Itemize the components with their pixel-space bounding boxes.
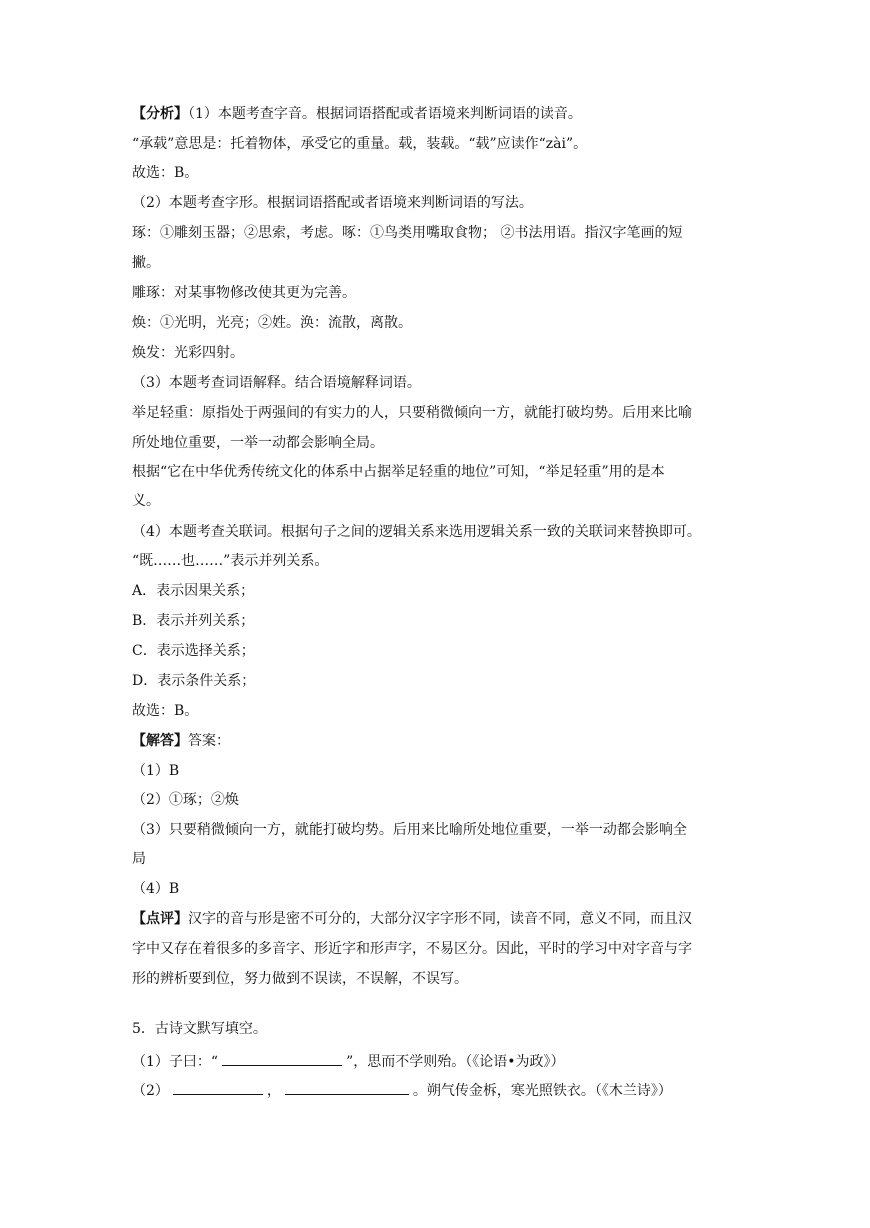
analysis-line-19: C．表示选择关系； — [132, 643, 255, 659]
analysis-line-21: 故选：B。 — [132, 703, 199, 719]
comment-line-3: 形的辨析要到位，努力做到不误读，不误解，不误写。 — [132, 971, 468, 987]
analysis-line-16: “既……也……”表示并列关系。 — [132, 553, 329, 569]
analysis-line-5: 琢：①雕刻玉器；②思索，考虑。啄：①鸟类用嘴取食物； ②书法用语。指汉字笔画的短 — [132, 225, 683, 241]
answer-line-4: 局 — [132, 851, 146, 867]
answer-tag: 【解答】 — [132, 733, 188, 749]
analysis-line-7: 雕琢：对某事物修改使其更为完善。 — [132, 285, 356, 301]
analysis-line-20: D．表示条件关系； — [132, 673, 256, 689]
analysis-line-18: B．表示并列关系； — [132, 613, 255, 629]
comment-line-1: 【点评】汉字的音与形是密不可分的，大部分汉字字形不同，读音不同，意义不同，而且汉 — [132, 911, 692, 927]
answer-line-1: （1）B — [132, 763, 180, 779]
analysis-line-17: A．表示因果关系； — [132, 583, 255, 599]
comment-tag: 【点评】 — [132, 911, 188, 927]
answer-line-2: （2）①琢；②焕 — [132, 792, 239, 808]
fill-blank-2[interactable] — [173, 1078, 263, 1095]
analysis-line-4: （2）本题考查字形。根据词语搭配或者语境来判断词语的写法。 — [132, 195, 533, 211]
answer-line-5: （4）B — [132, 881, 180, 897]
analysis-line-11: 举足轻重：原指处于两强间的有实力的人，只要稍微倾向一方，就能打破均势。后用来比喻 — [132, 405, 692, 421]
analysis-line-12: 所处地位重要，一举一动都会影响全局。 — [132, 435, 384, 451]
analysis-line-2: “承载”意思是：托着物体，承受它的重量。载，装载。“载”应读作“zài”。 — [132, 136, 588, 152]
comment-line-2: 字中又存在着很多的多音字、形近字和形声字，不易区分。因此，平时的学习中对字音与字 — [132, 941, 692, 957]
analysis-line-9: 焕发：光彩四射。 — [132, 345, 244, 361]
analysis-line-13: 根据“它在中华优秀传统文化的体系中占据举足轻重的地位”可知，“举足轻重”用的是本 — [132, 464, 665, 480]
analysis-line-3: 故选：B。 — [132, 165, 199, 181]
analysis-line-1: 【分析】（1）本题考查字音。根据词语搭配或者语境来判断词语的读音。 — [132, 106, 582, 122]
analysis-line-6: 撇。 — [132, 255, 160, 271]
answer-line-3: （3）只要稍微倾向一方，就能打破均势。后用来比喻所处地位重要，一举一动都会影响全 — [132, 822, 687, 838]
analysis-line-8: 焕：①光明，光亮；②姓。涣：流散，离散。 — [132, 315, 412, 331]
question-5-item-1: （1）子曰：“ ”，思而不学则殆。（《论语•为政》） — [132, 1049, 565, 1072]
analysis-tag: 【分析】 — [132, 106, 188, 122]
analysis-line-10: （3）本题考查词语解释。结合语境解释词语。 — [132, 375, 421, 391]
fill-blank-3[interactable] — [285, 1078, 409, 1095]
fill-blank-1[interactable] — [222, 1049, 342, 1066]
question-5-item-2: （2） ， 。朔气传金柝，寒光照铁衣。（《木兰诗》） — [132, 1078, 672, 1101]
analysis-line-15: （4）本题考查关联词。根据句子之间的逻辑关系来选用逻辑关系一致的关联词来替换即可。 — [132, 524, 701, 540]
question-5-title: 5．古诗文默写填空。 — [132, 1021, 267, 1037]
answer-header: 【解答】答案： — [132, 733, 230, 749]
analysis-line-14: 义。 — [132, 493, 160, 509]
